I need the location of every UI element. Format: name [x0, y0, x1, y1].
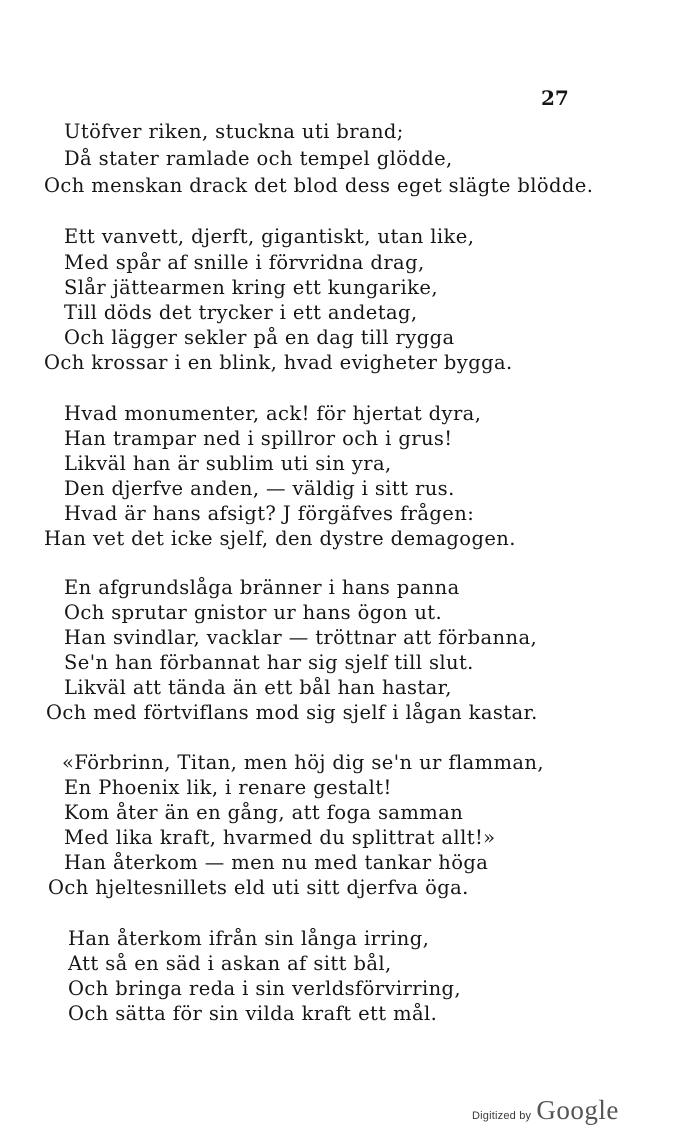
poem-line: Till döds det trycker i ett andetag, [64, 301, 418, 324]
poem-line: En Phoenix lik, i renare gestalt! [64, 776, 392, 799]
poem-line: En afgrundslåga bränner i hans panna [64, 576, 460, 599]
poem-line: Och bringa reda i sin verldsförvirring, [68, 977, 462, 1000]
poem-line: Han återkom ifrån sin långa irring, [68, 927, 430, 950]
poem-line: Kom åter än en gång, att foga samman [64, 801, 464, 824]
poem-line: Utöfver riken, stuckna uti brand; [64, 120, 404, 143]
poem-line: Slår jättearmen kring ett kungarike, [64, 276, 438, 299]
poem-line: Och lägger sekler på en dag till rygga [64, 326, 455, 349]
poem-line: «Förbrinn, Titan, men höj dig se'n ur flamman, [62, 751, 544, 774]
poem-line: Och sätta för sin vilda kraft ett mål. [68, 1002, 438, 1025]
poem-line: Och sprutar gnistor ur hans ögon ut. [64, 601, 443, 624]
watermark-prefix: Digitized by [472, 1110, 532, 1122]
poem-line: Han återkom — men nu med tankar höga [64, 851, 489, 874]
poem-line: Han vet det icke sjelf, den dystre demagogen. [44, 527, 516, 550]
poem-line: Han trampar ned i spillror och i grus! [64, 427, 453, 450]
poem-line: Han svindlar, vacklar — tröttnar att förbanna, [64, 626, 538, 649]
poem-line: Och hjeltesnillets eld uti sitt djerfva öga. [48, 876, 469, 899]
poem-line: Och med förtviflans mod sig sjelf i lågan kastar. [46, 701, 538, 724]
poem-line: Med spår af snille i förvridna drag, [64, 251, 425, 274]
page-number: 27 [541, 86, 569, 110]
poem-line: Hvad monumenter, ack! för hjertat dyra, [64, 402, 482, 425]
poem-line: Den djerfve anden, — väldig i sitt rus. [64, 477, 455, 500]
poem-line: Likväl han är sublim uti sin yra, [64, 452, 392, 475]
poem-line: Hvad är hans afsigt? J förgäfves frågen: [64, 502, 475, 525]
poem-line: Se'n han förbannat har sig sjelf till slut. [64, 651, 474, 674]
poem-line: Och menskan drack det blod dess eget slägte blödde. [44, 174, 594, 197]
poem-line: Att så en säd i askan af sitt bål, [68, 952, 392, 975]
poem-line: Och krossar i en blink, hvad evigheter bygga. [44, 351, 513, 374]
poem-line: Med lika kraft, hvarmed du splittrat allt!» [64, 826, 496, 849]
poem-line: Likväl att tända än ett bål han hastar, [64, 676, 452, 699]
poem-line: Ett vanvett, djerft, gigantiskt, utan like, [64, 225, 475, 248]
digitization-watermark [472, 1095, 619, 1126]
poem-line: Då stater ramlade och tempel glödde, [64, 147, 453, 170]
google-logo: Google [536, 1095, 619, 1125]
